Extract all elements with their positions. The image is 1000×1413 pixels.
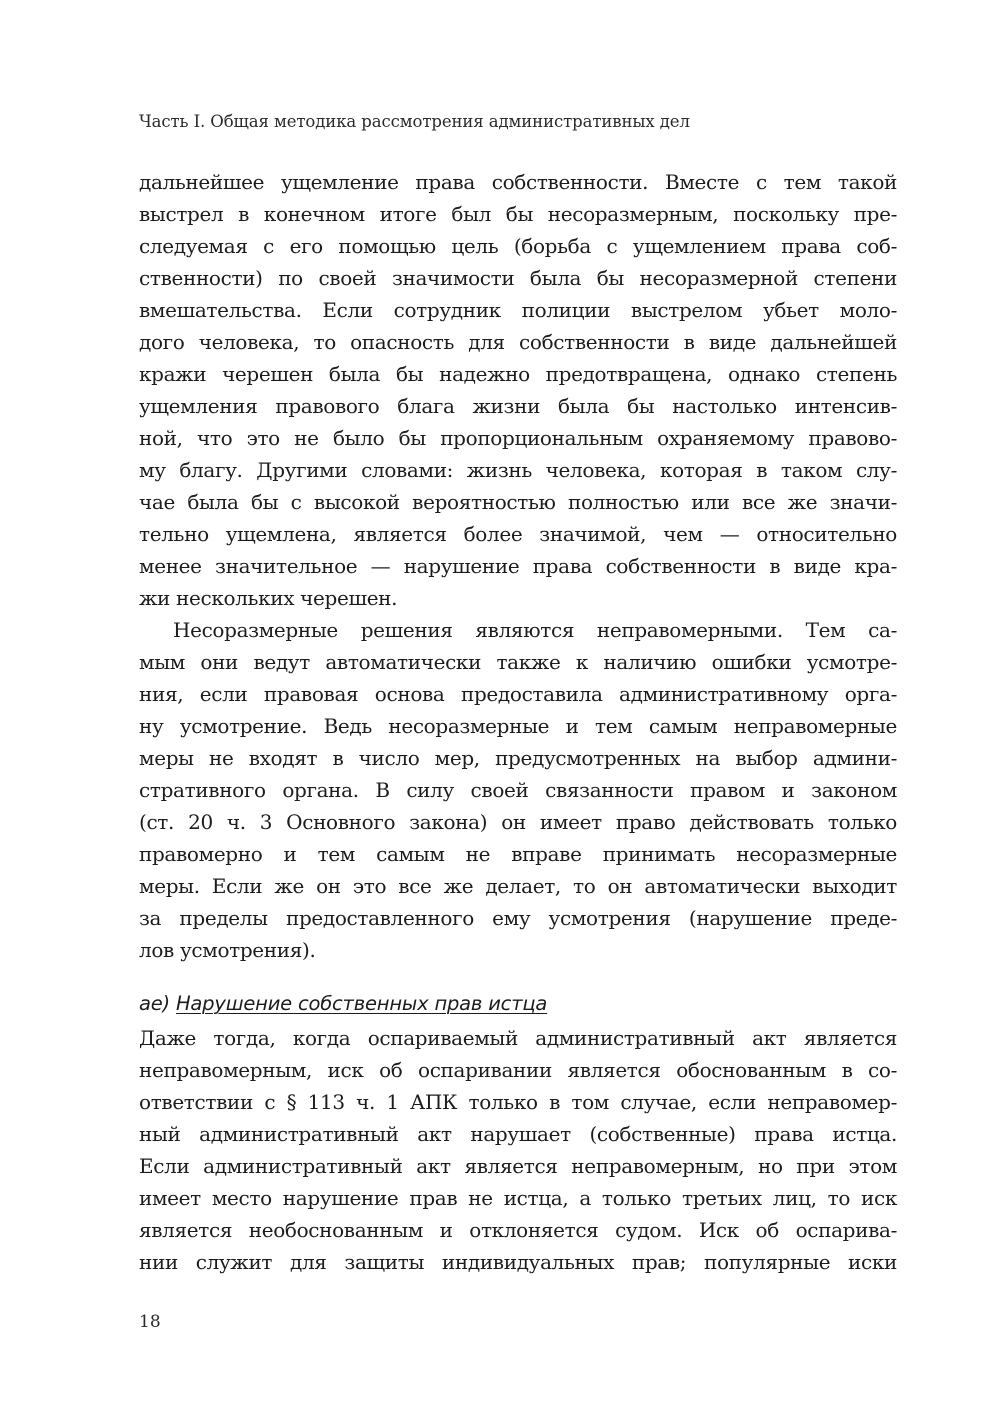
text-line: ния, если правовая основа предоставила административному орга- xyxy=(139,682,897,706)
text-line: ный административный акт нарушает (собственные) права истца. xyxy=(139,1122,897,1146)
text-line: кражи черешен была бы надежно предотвращена, однако степень xyxy=(139,362,897,386)
text-line: меры. Если же он это все же делает, то он автоматически выходит xyxy=(139,874,897,898)
section-marker: ae) xyxy=(139,992,170,1015)
text-line: является необоснованным и отклоняется судом. Иск об оспарива- xyxy=(139,1218,897,1242)
text-line: (ст. 20 ч. 3 Основного закона) он имеет право действовать только xyxy=(139,810,897,834)
text-line: вмешательства. Если сотрудник полиции выстрелом убьет моло- xyxy=(139,298,897,322)
text-line: за пределы предоставленного ему усмотрения (нарушение преде- xyxy=(139,906,897,930)
text-line: тельно ущемлена, является более значимой, чем — относительно xyxy=(139,522,897,546)
text-line: ной, что это не было бы пропорциональным охраняемому правово- xyxy=(139,426,897,450)
text-line: Даже тогда, когда оспариваемый административный акт является xyxy=(139,1026,897,1050)
text-line: жи нескольких черешен. xyxy=(139,586,398,610)
page-number: 18 xyxy=(139,1312,161,1332)
text-line: лов усмотрения). xyxy=(139,938,316,962)
text-line: выстрел в конечном итоге был бы несоразмерным, поскольку пре- xyxy=(139,202,897,226)
text-line: ущемления правового блага жизни была бы настолько интенсив- xyxy=(139,394,897,418)
section-text xyxy=(139,1022,897,1278)
text-line: му благу. Другими словами: жизнь человека, которая в таком слу- xyxy=(139,458,897,482)
text-line: дого человека, то опасность для собственности в виде дальнейшей xyxy=(139,330,897,354)
section-title: Нарушение собственных прав истца xyxy=(175,992,548,1015)
text-line: меры не входят в число мер, предусмотренных на выбор админи- xyxy=(139,746,897,770)
text-line: менее значительное — нарушение права собственности в виде кра- xyxy=(139,554,897,578)
running-header: Часть I. Общая методика рассмотрения административных дел xyxy=(139,112,690,131)
text-line: правомерно и тем самым не вправе принимать несоразмерные xyxy=(139,842,897,866)
text-line: ответствии с § 113 ч. 1 АПК только в том случае, если неправомер- xyxy=(139,1090,897,1114)
text-line: нии служит для защиты индивидуальных прав; популярные иски xyxy=(139,1250,897,1274)
text-line: имеет место нарушение прав не истца, а только третьих лиц, то иск xyxy=(139,1186,897,1210)
section-heading xyxy=(139,988,547,1020)
text-line: ственности) по своей значимости была бы несоразмерной степени xyxy=(139,266,897,290)
text-line: мым они ведут автоматически также к наличию ошибки усмотре- xyxy=(139,650,897,674)
text-line: неправомерным, иск об оспаривании является обоснованным в со- xyxy=(139,1058,897,1082)
text-line: ну усмотрение. Ведь несоразмерные и тем самым неправомерные xyxy=(139,714,897,738)
text-line: Несоразмерные решения являются неправомерными. Тем са- xyxy=(173,618,897,642)
text-line: чае была бы с высокой вероятностью полностью или все же значи- xyxy=(139,490,897,514)
text-line: следуемая с его помощью цель (борьба с ущемлением права соб- xyxy=(139,234,897,258)
text-line: Если административный акт является неправомерным, но при этом xyxy=(139,1154,897,1178)
text-line: стративного органа. В силу своей связанности правом и законом xyxy=(139,778,897,802)
text-line: дальнейшее ущемление права собственности. Вместе с тем такой xyxy=(139,170,897,194)
main-text xyxy=(139,166,897,966)
